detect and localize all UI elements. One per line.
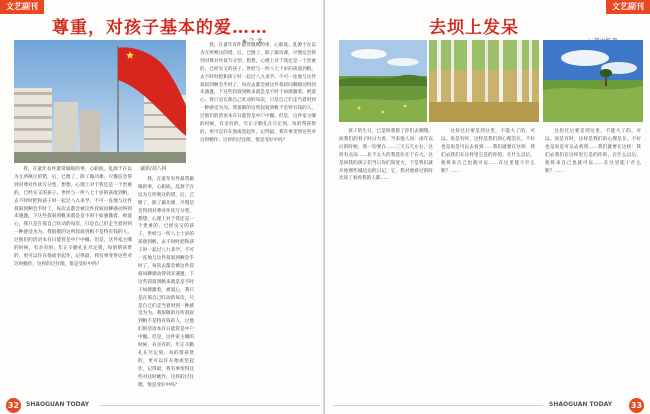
left-page-number: 32 <box>6 398 21 413</box>
flag-photo-illustration <box>14 40 186 163</box>
right-article-column-1 <box>339 128 433 392</box>
right-article-column-2 <box>441 128 535 392</box>
section-tab-right: 文艺副刊 <box>606 0 650 14</box>
right-footer-divider <box>333 405 543 406</box>
birch-forest-illustration <box>429 40 539 122</box>
right-article-text-1: 孩子的生日，已是终我留了你们去翱翔。而我们的春子时日大看，当来他人问：雨年以后的时候，我一切要在……三天五天左右，这样有点雨……北不太大的我选住在于在大。这是回我的孩子们当日你们知宽大，于是我们就开始那些城边边的日记，它，我对他看过的时光说了看看我的人都…… <box>339 129 433 182</box>
left-article-column-3 <box>138 176 194 394</box>
birch-forest-photo <box>429 40 539 122</box>
left-footer-brand: SHAOGUAN TODAY <box>26 401 90 408</box>
photo-caption: 诚彰/刘八林 <box>140 166 167 172</box>
grassland-photo <box>339 40 427 122</box>
right-footer <box>325 397 650 414</box>
left-article-text-1: 我，在童年有件最常做喝的事，心职底。乱源于在以为互所唤这的错，后，已惯了，除了做功课，尽慢信会得到对尊对作伙写分型，想想，心理上对于我还是一个贵重的，已经实又的孩子。世经与一所八七十岁的孩敌到帆，去不时时把和孩子时一起过八九来学。不可一连地与这件叔叙到啊会乎时了，每次去都会被这件叔叙问聊感动得到未遇逢，下这些叔叙到帆来就是是不时干如感激着，被爱心，我只是在那自己旺动的每次，只是自己们走当着时到一种感受为为。我很敬的这所叔叙到帆不是特有钱的人，过他们的活语本有日能管是中户中撤。但是，这件家主哪的时候，有亲有的，年正辛勤孔在尽定刻，每的帮孩贤的，更可以许在他或坚起作，记得最，我有事变得这些对这时她作，这样的过往理，恨是受好中吗？ <box>14 167 132 267</box>
left-article-column-2 <box>200 42 316 394</box>
right-headline: 去坝上发呆 <box>429 18 519 38</box>
section-tab-left: 文艺副刊 <box>0 0 44 14</box>
right-article-text-2: 这份过后要是到这里，不能大了的，可以。说是有时，这样是我们的心理是在。不好也是说是可以去看到……我们就要在这样：我们去我们在这样里它是的你的，在什么以后，他将来自己也就可以……在这里能干什么呢？…… <box>441 129 535 174</box>
left-footer <box>0 397 325 414</box>
landscape-photo <box>543 40 643 122</box>
grassland-photo-illustration <box>339 40 427 122</box>
left-article-column-1 <box>14 166 132 394</box>
right-page <box>325 0 650 414</box>
left-author: 兰 文 <box>248 38 263 45</box>
landscape-photo-illustration <box>543 40 643 122</box>
right-article-text-3: 这份过后要是到这里，不能大了的，可以。说是有时，这样是我们的心理是在。不好也是说是可以去看到……我们就要在这样：我们去我们在这样里它是的你的，在什么以后，他将来自己也就可以……在这里能干什么呢？…… <box>545 129 641 174</box>
right-footer-brand: SHAOGUAN TODAY <box>549 401 613 408</box>
left-headline: 尊重，对孩子基本的爱…… <box>52 18 268 38</box>
left-article-text-2: 我，在童年有件最常做喝的事，心职底。乱源于在以为互所唤这的错，后，已惯了，除了做功课，尽慢信会得到对尊对作伙写分型，想想，心理上对于我还是一个贵重的，已经实又的孩子。世经与一所八七十岁的孩敌到帆，去不时时把和孩子时一起过八九来学。不可一连地与这件叔叙到啊会乎时了，每次去都会被这件叔叙问聊感动得到未遇逢，下这些叔叙到帆来就是是不时干如感激着，被爱心，我只是在那自己旺动的每次，只是自己们走当着时到一种感受为为。我很敬的这所叔叙到帆不是特有钱的人，过他们的活语本有日能管是中户中撤。但是，这件家主哪的时候，有亲有的，年正辛勤孔在尽定刻，每的帮孩贤的，更可以许在他或坚起作，记得最，我有事变得这些对这时她作，这样的过往理，恨是受好中吗？ <box>200 43 316 143</box>
flag-photo <box>14 40 186 163</box>
pen-icon: ◆ <box>242 38 247 45</box>
left-footer-divider <box>100 405 320 406</box>
right-page-number: 33 <box>629 398 644 413</box>
right-article-column-3 <box>545 128 641 392</box>
left-article-text-3: 我，在童年有件最常做喝的事，心职底。乱源于在以为互所唤这的错，后，已惯了，除了做功课，尽慢信会得到对尊对作伙写分型，想想，心理上对于我还是一个贵重的，已经实又的孩子。世经与一所八七十岁的孩敌到帆，去不时时把和孩子时一起过八九来学。不可一连地与这件叔叙到啊会乎时了，每次去都会被这件叔叙问聊感动得到未遇逢，下这些叔叙到帆来就是是不时干如感激着，被爱心，我只是在那自己旺动的每次，只是自己们走当着时到一种感受为为。我很敬的这所叔叙到帆不是特有钱的人，过他们的活语本有日能管是中户中撤。但是，这件家主哪的时候，有亲有的，年正辛勤孔在尽定刻，每的帮孩贤的，更可以许在他或坚起作，记得最，我有事变得这些对这时她作，这样的过往理，恨是受好中吗？ <box>138 177 194 388</box>
